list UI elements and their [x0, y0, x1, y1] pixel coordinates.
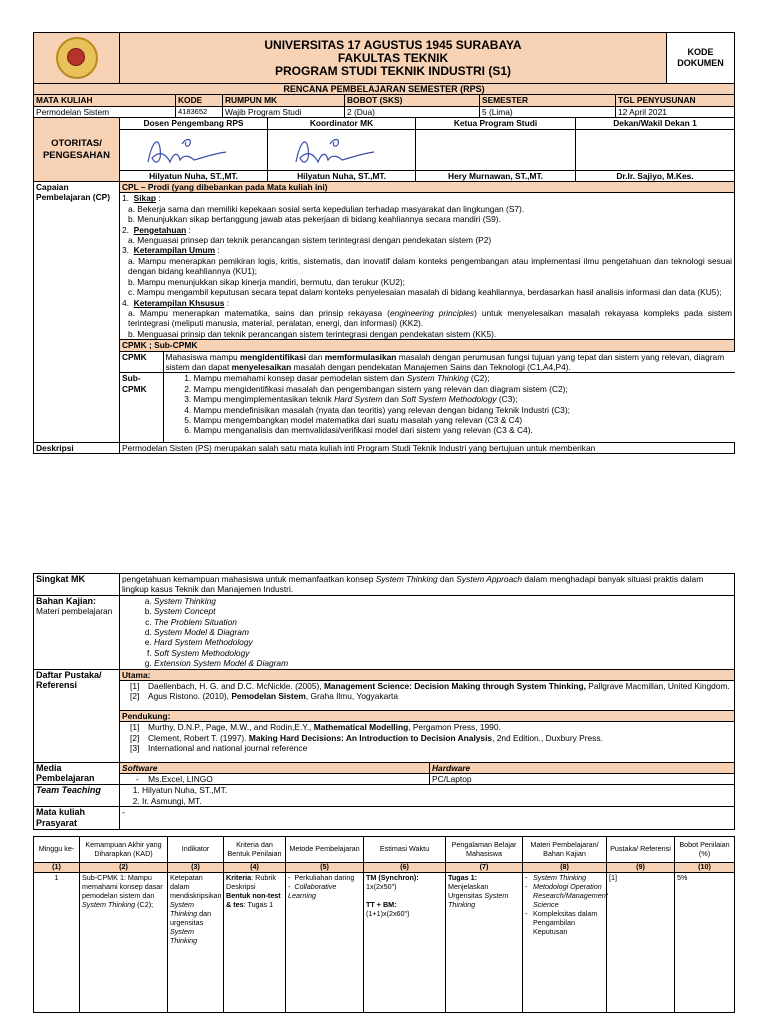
col-bobot: Bobot Penilaian (%) — [675, 837, 735, 863]
value-kode: 4183652 — [176, 106, 223, 117]
pengetahuan-title: Pengetahuan — [133, 224, 187, 235]
signature-kaprodi — [416, 129, 576, 170]
university-name: UNIVERSITAS 17 AGUSTUS 1945 SURABAYA — [264, 37, 522, 52]
signature-dosen — [120, 129, 268, 170]
cpl-title: CPL – Prodi (yang dibebankan pada Mata kuliah ini) — [120, 182, 735, 193]
cpmk-title: CPMK ; Sub-CPMK — [120, 340, 735, 351]
materi-item: - Kompleksitas dalam Pengambilan Keputusan — [525, 908, 598, 936]
col-metode: Metode Pembelajaran — [286, 837, 364, 863]
col-number: (5) — [286, 863, 364, 873]
pustaka-pendukung-list — [120, 722, 735, 762]
role-kaprodi: Ketua Program Studi — [416, 118, 576, 129]
sub-cpmk-item: 2. Mampu mengidentifikasi masalah dan pengembangan sistem yang relevan dan diagram sistem (C2); — [194, 384, 733, 394]
col-number: (8) — [523, 863, 607, 873]
otoritas-table — [33, 117, 735, 182]
ketrampilan-umum-item: b. Mampu menunjukkan sikap kinerja mandiri, bermutu, dan terukur (KU2); — [128, 276, 405, 287]
ketrampilan-khusus-title: Keterampilan Khsusus — [133, 297, 225, 308]
pustaka-label: Daftar Pustaka/ Referensi — [34, 669, 120, 762]
role-dosen: Dosen Pengembang RPS — [120, 118, 268, 129]
role-dekan: Dekan/Wakil Dekan 1 — [576, 118, 735, 129]
pustaka-utama-title: Utama: — [120, 669, 735, 680]
course-head-table — [33, 94, 735, 118]
value-bobot: 2 (Dua) — [345, 106, 480, 117]
col-minggu: Minggu ke- — [34, 837, 80, 863]
bahan-item: g. Extension System Model & Diagram — [154, 658, 732, 668]
col-pengalaman: Pengalaman Belajar Mahasiswa — [446, 837, 523, 863]
name-koordinator: Hilyatun Nuha, ST.,MT. — [268, 170, 416, 181]
indikator-cell: Ketepatan dalam mendiskripsikan System Thinking dan urgensitas System Thinking — [168, 872, 224, 1012]
bahan-item: c. The Problem Situation — [154, 617, 732, 627]
bahan-kajian-label: Bahan Kajian: Materi pembelajaran — [34, 595, 120, 669]
deskripsi-text-1: Permodelan Sisten (PS) merupakan salah satu mata kuliah inti Program Studi Teknik Industri yang bertujuan untuk memberikan — [120, 442, 735, 453]
pengalaman-cell: Tugas 1: Menjelaskan Urgensitas System Thinking — [446, 872, 523, 1012]
role-koordinator: Koordinator MK — [268, 118, 416, 129]
pustaka-utama-list — [120, 681, 735, 711]
label-tgl-penyusunan: TGL PENYUSUNAN — [616, 95, 735, 106]
kriteria-cell: Kriteria: Rubrik Deskripsi Bentuk non-test & tes: Tugas 1 — [224, 872, 286, 1012]
col-number: (4) — [224, 863, 286, 873]
bahan-item: d. System Model & Diagram — [154, 627, 732, 637]
reference-item: [2] Clement, Robert T. (1997). Making Hard Decisions: An Introduction to Decision Analysis, 2nd Edition., Duxbury Press. — [130, 732, 603, 743]
rps-title: RENCANA PEMBELAJARAN SEMESTER (RPS) — [34, 84, 735, 95]
deskripsi-text-2: pengetahuan kemampuan mahasiswa untuk memanfaatkan konsep System Thinking dan System Approach dalam menghadapi banyak situasi praktis dalam lingkup kasus Teknik dan Manajemen Industri. — [120, 574, 735, 596]
sub-cpmk-item: 6. Mampu menganalisis dan memvalidasi/verifikasi model dari sistem yang relevan (C3 & C4). — [194, 425, 733, 435]
col-materi: Materi Pembelajaran/ Bahan Kajian — [523, 837, 607, 863]
sikap-title: Sikap — [133, 193, 156, 204]
col-number: (7) — [446, 863, 523, 873]
sub-cpmk-label: Sub-CPMK — [120, 373, 163, 442]
prasyarat-label: Mata kuliah Prasyarat — [34, 807, 120, 830]
weekly-plan-table — [33, 836, 735, 1013]
cpmk-inner-table — [120, 352, 735, 442]
kad-cell: Sub-CPMK 1: Mampu memahami konsep dasar pemodelan sistem dan System Thinking (C2); — [80, 872, 168, 1012]
cpl-content: 1. Sikap : a. Bekerja sama dan memiliki kepekaan sosial serta kepedulian terhadap masyarakat dan lingkungan (S7). b. Menunjukkan sikap bertanggung jawab atas pekerjaan di bidang keahliannya secara mandiri (S9). 2. Pengetahuan : a. Menguasai prinsep dan teknik perancangan sistem terintegrasi dengan pendekatan sistem (P2) 3. Keterampilan Umum : a. Mampu menerapkan pemikiran logis, kritis, sistematis, dan inovatif dalam konteks pengembangan atau implementasi ilmu pengetahuan dan teknologi sesuai dengan bidang keahliannya (KU1); b. Mampu menunjukkan sikap kinerja mandiri, bermutu, dan terukur (KU2); c. Mampu mengambil keputusan secara tepat dalam konteks penyelesaian masalah di bidang keahliannya, berdasarkan hasil analisis informasi dan data (KU5); 4. Keterampilan Khsusus : a. Mampu menerapkan matematika, sains dan prinsip rekayasa (engineering principles) untuk menyelesaikan masalah rekayasa kompleks pada sistem terintegrasi (meliputi manusia, material, peralatan, energi, dan informasi) (KK2). b. Menguasai prinsip dan teknik perancangan sistem terintegrasi dengan pendekatan sistem (KK5). — [120, 193, 735, 340]
ketrampilan-khusus-item: b. Menguasai prinsip dan teknik perancangan sistem terintegrasi dengan pendekatan sistem (KK5). — [128, 328, 497, 339]
bahan-kajian-list — [120, 595, 735, 669]
col-kad: Kemampuan Akhir yang Diharapkan (KAD) — [80, 837, 168, 863]
ketrampilan-umum-item: a. Mampu menerapkan pemikiran logis, kritis, sistematis, dan inovatif dalam konteks pengembangan atau implementasi ilmu pengetahuan dan teknologi sesuai dengan bidang keahliannya (KU1); — [128, 255, 732, 277]
faculty-name: FAKULTAS TEKNIK — [337, 50, 449, 65]
label-bobot: BOBOT (SKS) — [345, 95, 480, 106]
col-pustaka: Pustaka/ Referensi — [607, 837, 675, 863]
hardware-heading: Hardware — [432, 762, 471, 773]
ketrampilan-khusus-item: a. Mampu menerapkan matematika, sains dan prinsip rekayasa (engineering principles) untuk menyelesaikan masalah rekayasa kompleks pada sistem terintegrasi (meliputi manusia, material, peralatan, energi, dan informasi) (KK2). — [128, 307, 732, 329]
cpmk-label: CPMK — [120, 352, 163, 373]
materi-item: - Metodologi Operation Research/Management Science — [525, 881, 608, 909]
prasyarat-value: - — [120, 807, 735, 830]
label-semester: SEMESTER — [480, 95, 616, 106]
rps-page-1 — [33, 32, 735, 454]
col-number: (6) — [364, 863, 446, 873]
materi-item: - System Thinking — [525, 872, 587, 882]
media-label: Media Pembelajaran — [34, 762, 120, 785]
value-semester: 5 (Lima) — [480, 106, 616, 117]
software-heading: Software — [122, 762, 158, 773]
university-logo-cell — [34, 33, 120, 84]
sub-cpmk-item: 5. Mampu mengembangkan model matematika dari suatu masalah yang relevan (C3 & C4) — [194, 415, 733, 425]
sikap-item: b. Menunjukkan sikap bertanggung jawab atas pekerjaan di bidang keahliannya secara mandiri (S9). — [128, 214, 501, 225]
value-rumpun-mk: Wajib Program Studi — [223, 106, 345, 117]
hardware-value: PC/Laptop — [430, 773, 735, 784]
detail-table — [33, 573, 735, 830]
metode-item: - Perkuliahan daring — [288, 872, 355, 882]
rps-page-2 — [33, 573, 735, 1013]
label-rumpun-mk: RUMPUN MK — [223, 95, 345, 106]
name-kaprodi: Hery Murnawan, ST.,MT. — [416, 170, 576, 181]
week-number: 1 — [34, 872, 80, 1012]
pengetahuan-item: a. Menguasai prinsep dan teknik perancangan sistem terintegrasi dengan pendekatan sistem (P2) — [128, 235, 492, 246]
sub-cpmk-list — [163, 373, 735, 442]
bahan-item: a. System Thinking — [154, 596, 732, 606]
materi-cell — [523, 872, 607, 1012]
sub-cpmk-item: 1. Mampu memahami konsep dasar pemodelan sistem dan System Thinking (C2); — [194, 373, 733, 383]
label-kode: KODE — [176, 95, 223, 106]
sikap-item: a. Bekerja sama dan memiliki kepekaan sosial serta kepedulian terhadap masyarakat dan lingkungan (S7). — [128, 203, 525, 214]
col-number: (10) — [675, 863, 735, 873]
bahan-item: e. Hard System Methodology — [154, 637, 732, 647]
col-estimasi: Estimasi Waktu — [364, 837, 446, 863]
table-row — [34, 872, 735, 1012]
reference-item: [3] International and national journal reference — [130, 743, 308, 754]
ketrampilan-umum-title: Keterampilan Umum — [133, 245, 216, 256]
bahan-item: b. System Concept — [154, 606, 732, 616]
signature-dosen-mark — [142, 132, 232, 170]
col-number: (9) — [607, 863, 675, 873]
software-value: - Ms.Excel, LINGO — [120, 773, 430, 784]
team-member: 1. Hilyatun Nuha, ST.,MT. — [142, 785, 732, 795]
col-indikator: Indikator — [168, 837, 224, 863]
kode-dokumen: KODE DOKUMEN — [667, 33, 735, 84]
ketrampilan-umum-item: c. Mampu mengambil keputusan secara tepat dalam konteks penyelesaian masalah di bidang keahliannya, berdasarkan hasil analisis informasi dan data (KU5); — [128, 287, 722, 298]
name-dekan: Dr.Ir. Sajiyo, M.Kes. — [576, 170, 735, 181]
col-number: (1) — [34, 863, 80, 873]
team-teaching-list — [120, 785, 735, 807]
sub-cpmk-item: 4. Mampu mendefinisikan masalah (nyata dan teoritis) yang relevan dengan bidang Teknik Industri (C3); — [194, 405, 733, 415]
col-number: (3) — [168, 863, 224, 873]
team-member: 2. Ir. Asmungi, MT. — [142, 796, 732, 806]
university-logo — [56, 37, 98, 79]
bobot-cell: 5% — [675, 872, 735, 1012]
reference-item: [2] Agus Ristono. (2010), Pemodelan Sistem, Graha Ilmu, Yogyakarta — [130, 691, 399, 702]
deskripsi-label: Deskripsi — [34, 442, 120, 453]
cpmk-text: Mahasiswa mampu mengidentifikasi dan memformulasikan masalah dengan perumusan fungsi tujuan yang tepat dan sistem yang relevan, diagram sistem dan dapat menyelesaikan masalah dengan pendekatan Manajemen Sains dan Teknologi (C1,A4,P4). — [163, 352, 735, 373]
reference-item: [1] Murthy, D.N.P., Page, M.W., and Rodin,E.Y., Mathematical Modelling, Pergamon Press, 1990. — [130, 722, 501, 733]
col-kriteria: Kriteria dan Bentuk Penilaian — [224, 837, 286, 863]
pustaka-cell: [1] — [607, 872, 675, 1012]
header-table — [33, 32, 735, 95]
bahan-item: f. Soft System Methodology — [154, 648, 732, 658]
otoritas-label: OTORITAS/ PENGESAHAN — [34, 118, 120, 182]
team-teaching-label: Team Teaching — [36, 785, 101, 796]
metode-cell — [286, 872, 364, 1012]
sub-cpmk-item: 3. Mampu mengimplementasikan teknik Hard System dan Soft System Methodology (C3); — [194, 394, 733, 404]
singkat-mk-label: Singkat MK — [34, 574, 120, 596]
cp-table — [33, 181, 735, 454]
name-dosen: Hilyatun Nuha, ST.,MT. — [120, 170, 268, 181]
value-mata-kuliah: Permodelan Sistem — [34, 106, 176, 117]
pustaka-pendukung-title: Pendukung: — [120, 710, 735, 721]
metode-item: - Collaborative Learning — [288, 881, 337, 900]
signature-koordinator — [268, 129, 416, 170]
program-name: PROGRAM STUDI TEKNIK INDUSTRI (S1) — [274, 63, 511, 78]
cp-label: Capaian Pembelajaran (CP) — [34, 182, 120, 443]
value-tgl-penyusunan: 12 April 2021 — [616, 106, 735, 117]
signature-koordinator-mark — [290, 132, 380, 170]
reference-item: [1] Daellenbach, H. G. and D.C. McNickle. (2005), Management Science: Decision Making through System Thinking, Pallgrave Macmillan, United Kingdom. — [130, 681, 730, 692]
estimasi-cell: TM (Synchron): 1x(2x50") TT + BM: (1+1)x(2x60") — [364, 872, 446, 1012]
col-number: (2) — [80, 863, 168, 873]
label-mata-kuliah: MATA KULIAH — [34, 95, 176, 106]
signature-dekan — [576, 129, 735, 170]
